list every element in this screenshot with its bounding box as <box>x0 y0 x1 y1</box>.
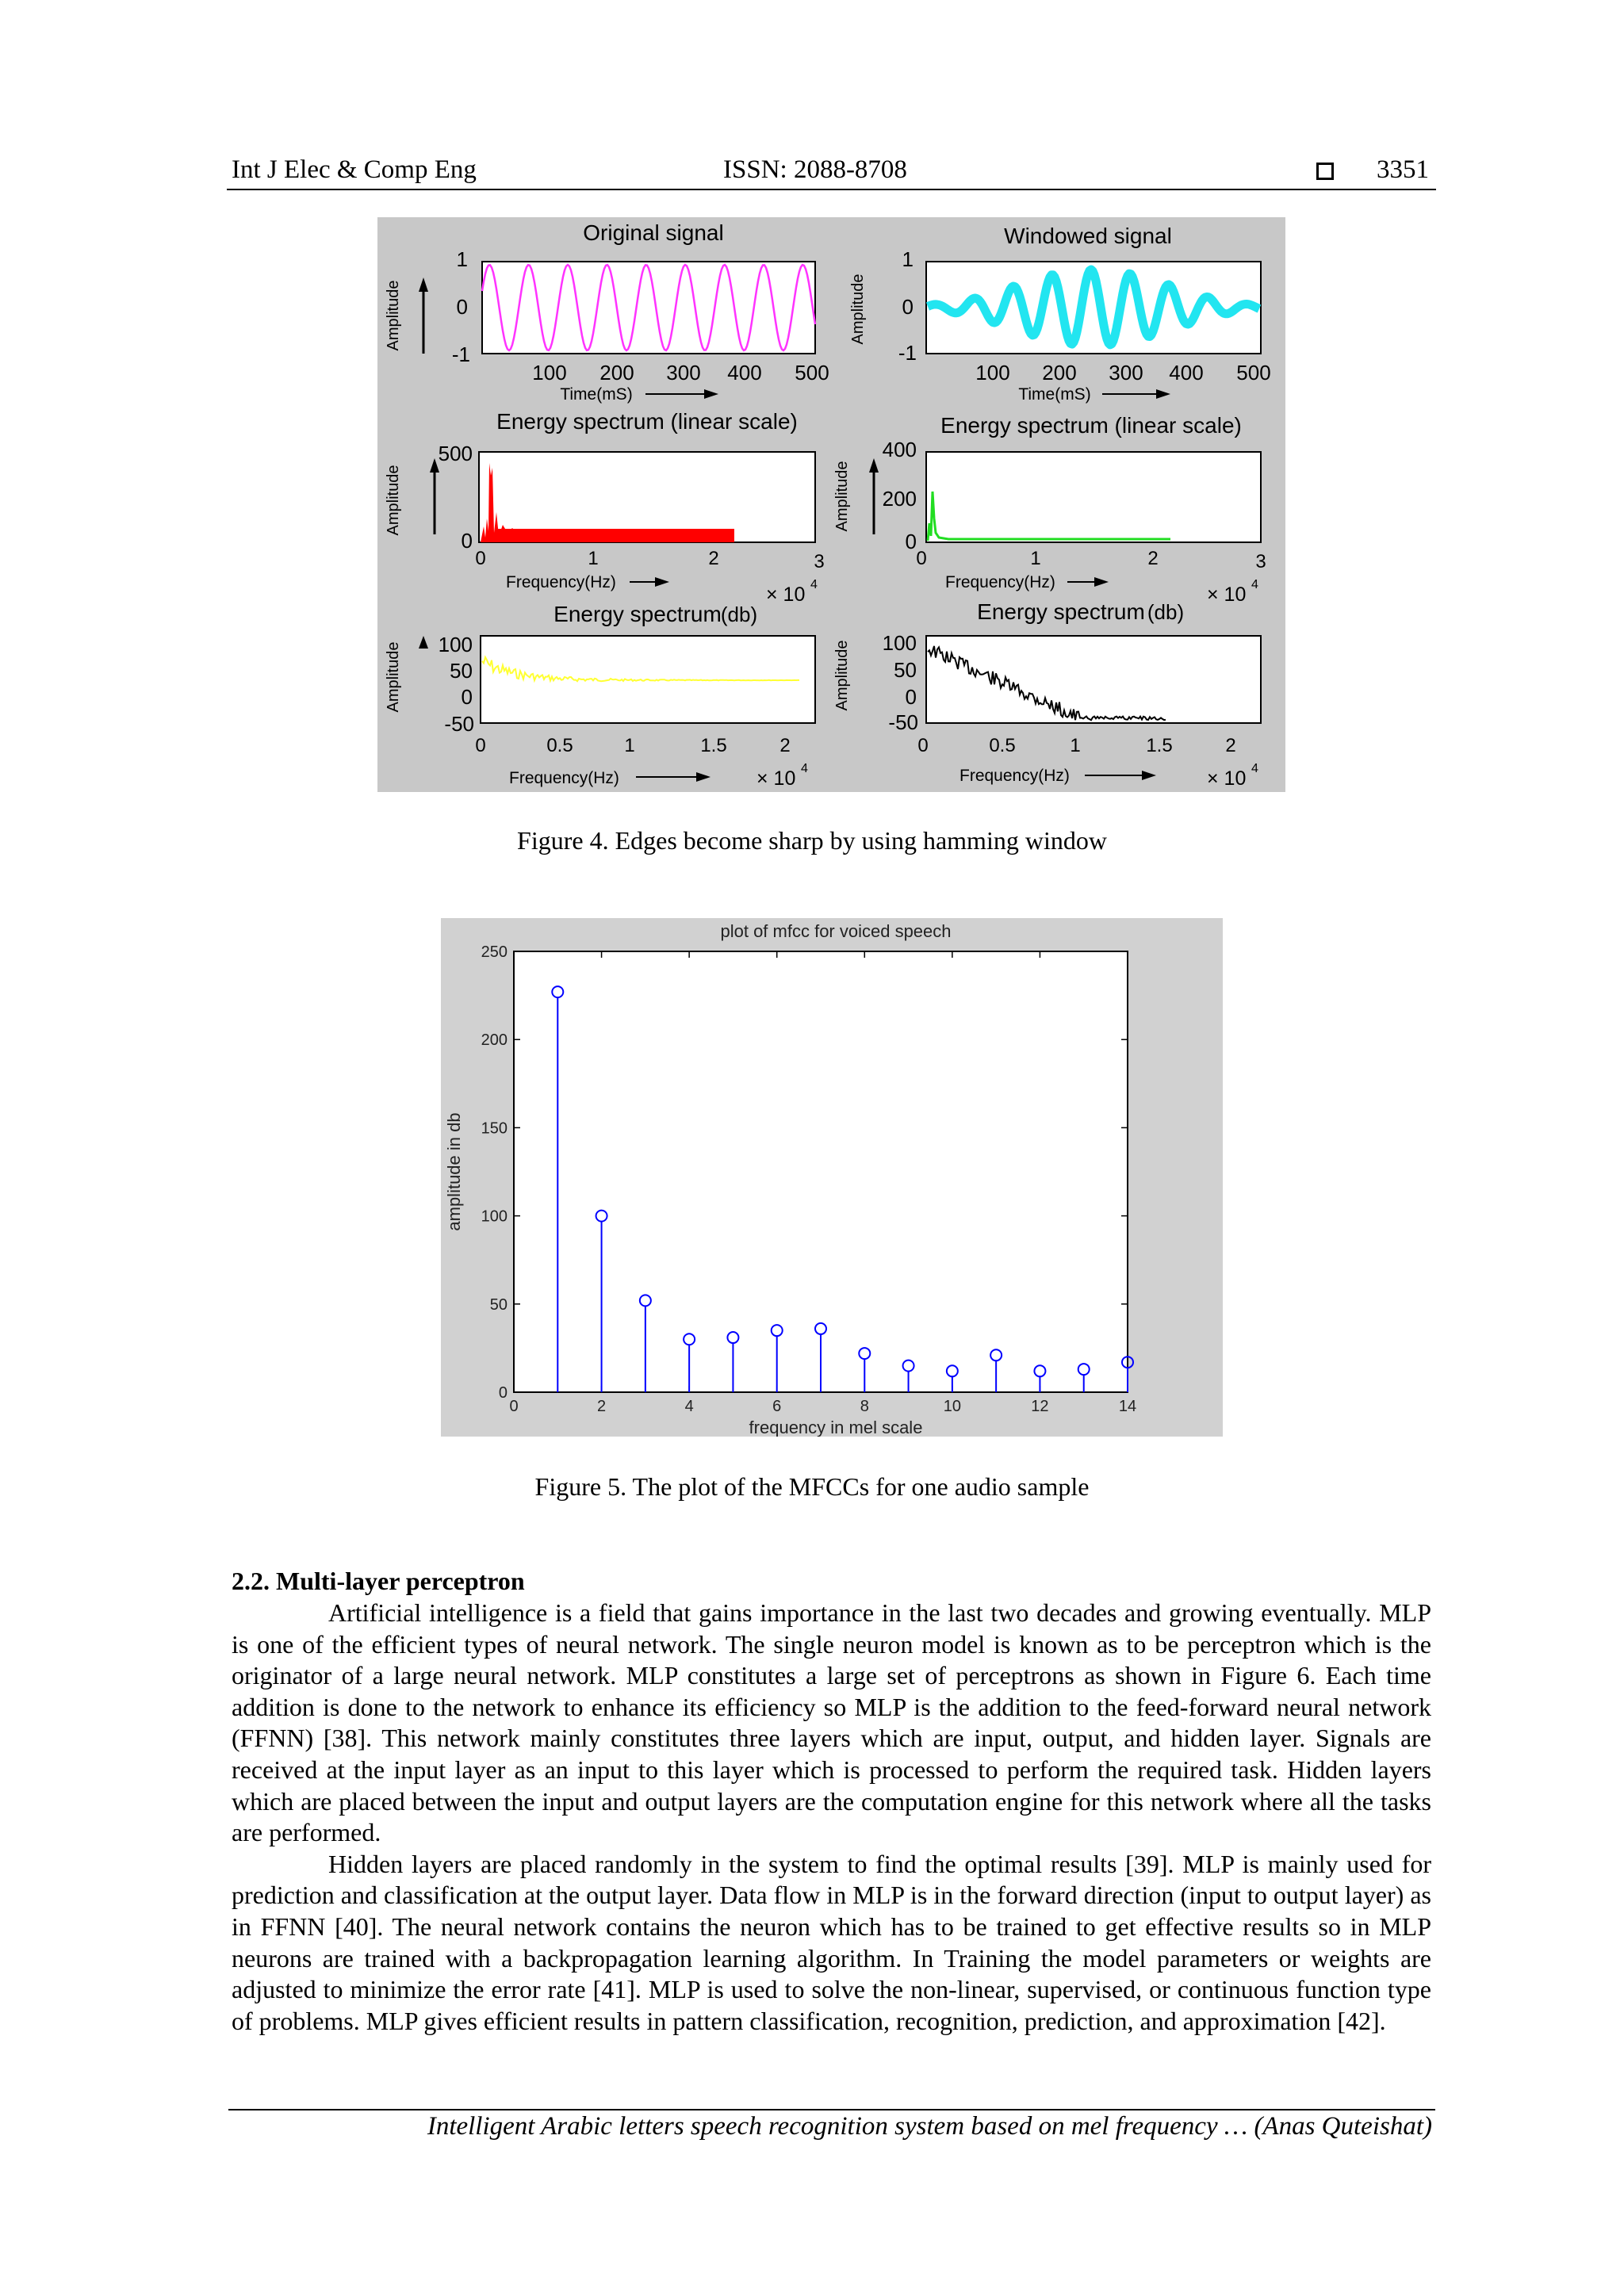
svg-text:500: 500 <box>795 361 829 385</box>
svg-text:2: 2 <box>708 548 719 569</box>
svg-text:100: 100 <box>532 361 567 385</box>
svg-text:0: 0 <box>456 295 468 319</box>
header-rule <box>227 189 1436 190</box>
svg-text:Amplitude: Amplitude <box>385 641 402 713</box>
svg-text:0: 0 <box>917 735 929 756</box>
svg-text:200: 200 <box>882 487 917 511</box>
x-tick-label: 10 <box>943 1398 961 1415</box>
svg-text:Frequency(Hz): Frequency(Hz) <box>506 573 616 591</box>
svg-text:Amplitude: Amplitude <box>849 274 867 345</box>
y-tick-label: 0 <box>498 1384 508 1402</box>
svg-text:2: 2 <box>779 735 791 756</box>
svg-text:50: 50 <box>894 658 917 682</box>
svg-text:1.5: 1.5 <box>700 735 727 756</box>
chart-title: plot of mfcc for voiced speech <box>720 921 952 941</box>
arrow-right-icon <box>1094 577 1109 587</box>
running-footer: Intelligent Arabic letters speech recognition system based on mel frequency … (Anas Quteishat) <box>427 2112 1432 2141</box>
svg-text:-50: -50 <box>444 712 474 736</box>
y-tick-label: 50 <box>489 1295 508 1314</box>
y-tick-label: 200 <box>481 1031 508 1050</box>
svg-text:Amplitude: Amplitude <box>385 465 402 536</box>
svg-text:3: 3 <box>1255 551 1266 572</box>
linear-spectrum-axes-left <box>479 452 815 542</box>
svg-text:1: 1 <box>902 247 914 271</box>
svg-text:2: 2 <box>1225 735 1236 756</box>
x-tick-label: 6 <box>772 1398 782 1415</box>
linear-spectrum-axes-right <box>926 452 1261 542</box>
arrow-up-icon <box>869 458 879 473</box>
svg-text:0: 0 <box>461 685 473 709</box>
exponent-label: × 10 <box>766 584 806 606</box>
svg-text:4: 4 <box>1251 578 1258 591</box>
svg-text:300: 300 <box>1109 361 1143 385</box>
svg-text:4: 4 <box>810 578 818 591</box>
svg-text:(db): (db) <box>1147 600 1185 624</box>
linear-spectrum-title-right: Energy spectrum (linear scale) <box>940 413 1242 438</box>
page-number: 3351 <box>1377 155 1429 184</box>
svg-text:4: 4 <box>801 762 808 775</box>
svg-text:× 10: × 10 <box>756 767 796 790</box>
svg-text:100: 100 <box>882 631 917 655</box>
svg-text:× 10: × 10 <box>1207 767 1247 790</box>
arrow-right-icon <box>1142 771 1156 780</box>
arrow-right-icon <box>1156 389 1170 399</box>
original-signal-title: Original signal <box>583 220 724 245</box>
linear-spectrum-left-band <box>496 529 734 537</box>
x-tick-label: 0 <box>509 1398 519 1415</box>
svg-text:2: 2 <box>1147 548 1159 569</box>
windowed-signal-title: Windowed signal <box>1004 224 1172 248</box>
svg-text:500: 500 <box>1236 361 1271 385</box>
arrow-up-icon <box>419 636 428 649</box>
svg-text:0: 0 <box>461 529 473 553</box>
section-body <box>232 1598 1431 2037</box>
svg-text:200: 200 <box>1042 361 1077 385</box>
x-tick-label: 2 <box>597 1398 607 1415</box>
svg-text:1: 1 <box>588 548 599 569</box>
svg-text:0: 0 <box>475 735 486 756</box>
issn: ISSN: 2088-8708 <box>723 155 907 184</box>
chart-xlabel: frequency in mel scale <box>749 1418 923 1437</box>
svg-text:50: 50 <box>450 659 473 683</box>
svg-text:4: 4 <box>1251 762 1258 775</box>
svg-text:200: 200 <box>599 361 634 385</box>
svg-text:0: 0 <box>905 685 917 709</box>
svg-text:0: 0 <box>475 548 486 569</box>
paragraph-2: Hidden layers are placed randomly in the system to find the optimal results [39]. MLP is mainly used for prediction and classification at the output layer. Data flow in MLP is in the forward direction (input to output layer) as in FFNN [40]. The neural network contains the neuron which has to be trained to get effective results so in MLP neurons are trained with a backpropagation learning algorithm. In Training the model parameters or weights are adjusted to minimize the error rate [41]. MLP is used to solve the non-linear, supervised, or continuous function type of problems. MLP gives efficient results in pattern classification, recognition, prediction, and approximation [42]. <box>232 1849 1431 2035</box>
svg-text:-1: -1 <box>451 342 470 366</box>
svg-text:-50: -50 <box>888 710 918 734</box>
db-spectrum-title-left: Energy spectrum <box>553 602 722 626</box>
x-tick-label: 8 <box>860 1398 869 1415</box>
mfcc-plot-area <box>514 951 1128 1392</box>
svg-text:-1: -1 <box>898 341 917 365</box>
svg-text:400: 400 <box>727 361 762 385</box>
svg-text:0.5: 0.5 <box>546 735 573 756</box>
svg-text:1: 1 <box>456 247 468 271</box>
x-tick-label: 4 <box>684 1398 694 1415</box>
db-spectrum-axes-right <box>926 636 1261 723</box>
footer-rule <box>228 2109 1435 2110</box>
svg-text:Frequency(Hz): Frequency(Hz) <box>945 573 1055 591</box>
arrow-right-icon <box>655 577 669 587</box>
svg-text:300: 300 <box>666 361 701 385</box>
figure-5 <box>441 918 1223 1437</box>
svg-text:Amplitude: Amplitude <box>833 461 851 532</box>
arrow-right-icon <box>704 389 718 399</box>
running-header <box>230 151 1435 189</box>
time-label-left: Time(mS) <box>560 385 633 404</box>
svg-text:0: 0 <box>902 295 914 319</box>
svg-text:Amplitude: Amplitude <box>833 640 851 711</box>
arrow-right-icon <box>696 772 710 782</box>
y-tick-label: 150 <box>481 1119 508 1138</box>
svg-text:Frequency(Hz): Frequency(Hz) <box>959 767 1070 785</box>
svg-text:500: 500 <box>438 442 473 465</box>
svg-text:100: 100 <box>975 361 1010 385</box>
svg-text:0: 0 <box>905 530 917 553</box>
svg-text:× 10: × 10 <box>1207 584 1247 606</box>
arrow-up-icon <box>419 277 428 292</box>
section-heading: 2.2. Multi-layer perceptron <box>232 1567 525 1595</box>
figure-5-caption: Figure 5. The plot of the MFCCs for one audio sample <box>534 1472 1090 1501</box>
svg-text:Frequency(Hz): Frequency(Hz) <box>509 769 619 787</box>
chart-ylabel: amplitude in db <box>444 1112 464 1231</box>
svg-text:400: 400 <box>1169 361 1204 385</box>
y-tick-label: 250 <box>481 943 508 961</box>
svg-text:0: 0 <box>916 548 927 569</box>
y-tick-label: 100 <box>481 1207 508 1226</box>
svg-text:1: 1 <box>1030 548 1041 569</box>
figure-4-caption: Figure 4. Edges become sharp by using hamming window <box>517 826 1107 855</box>
svg-text:100: 100 <box>438 633 473 656</box>
linear-spectrum-title-left: Energy spectrum (linear scale) <box>496 409 798 434</box>
svg-text:400: 400 <box>882 438 917 461</box>
svg-text:(db): (db) <box>720 603 758 626</box>
svg-text:0.5: 0.5 <box>989 735 1016 756</box>
x-tick-label: 14 <box>1118 1398 1137 1415</box>
ylabel-original: Amplitude <box>385 280 402 351</box>
svg-text:1.5: 1.5 <box>1146 735 1173 756</box>
paragraph-1: Artificial intelligence is a field that gains importance in the last two decades and growing eventually. MLP is one of the efficient types of neural network. The single neuron model is known as to be perceptron which is the originator of a large neural network. MLP constitutes a large set of perceptrons as shown in Figure 6. Each time addition is done to the network to enhance its efficiency so MLP is the addition to the feed-forward neural network (FFNN) [38]. This network mainly constitutes three layers which are input, output, and hidden layer. Signals are received at the input layer as an input to this layer which is processed to perform the required task. Hidden layers which are placed between the input and output layers are the computation engine for this network where all the tasks are performed. <box>232 1598 1431 1847</box>
svg-text:1: 1 <box>624 735 635 756</box>
x-tick-label: 12 <box>1031 1398 1049 1415</box>
time-label-right: Time(mS) <box>1018 385 1091 404</box>
db-spectrum-title-right: Energy spectrum <box>977 599 1145 624</box>
svg-text:1: 1 <box>1070 735 1081 756</box>
journal-name: Int J Elec & Comp Eng <box>232 155 477 184</box>
figure-4 <box>377 217 1285 792</box>
svg-text:3: 3 <box>814 551 825 572</box>
